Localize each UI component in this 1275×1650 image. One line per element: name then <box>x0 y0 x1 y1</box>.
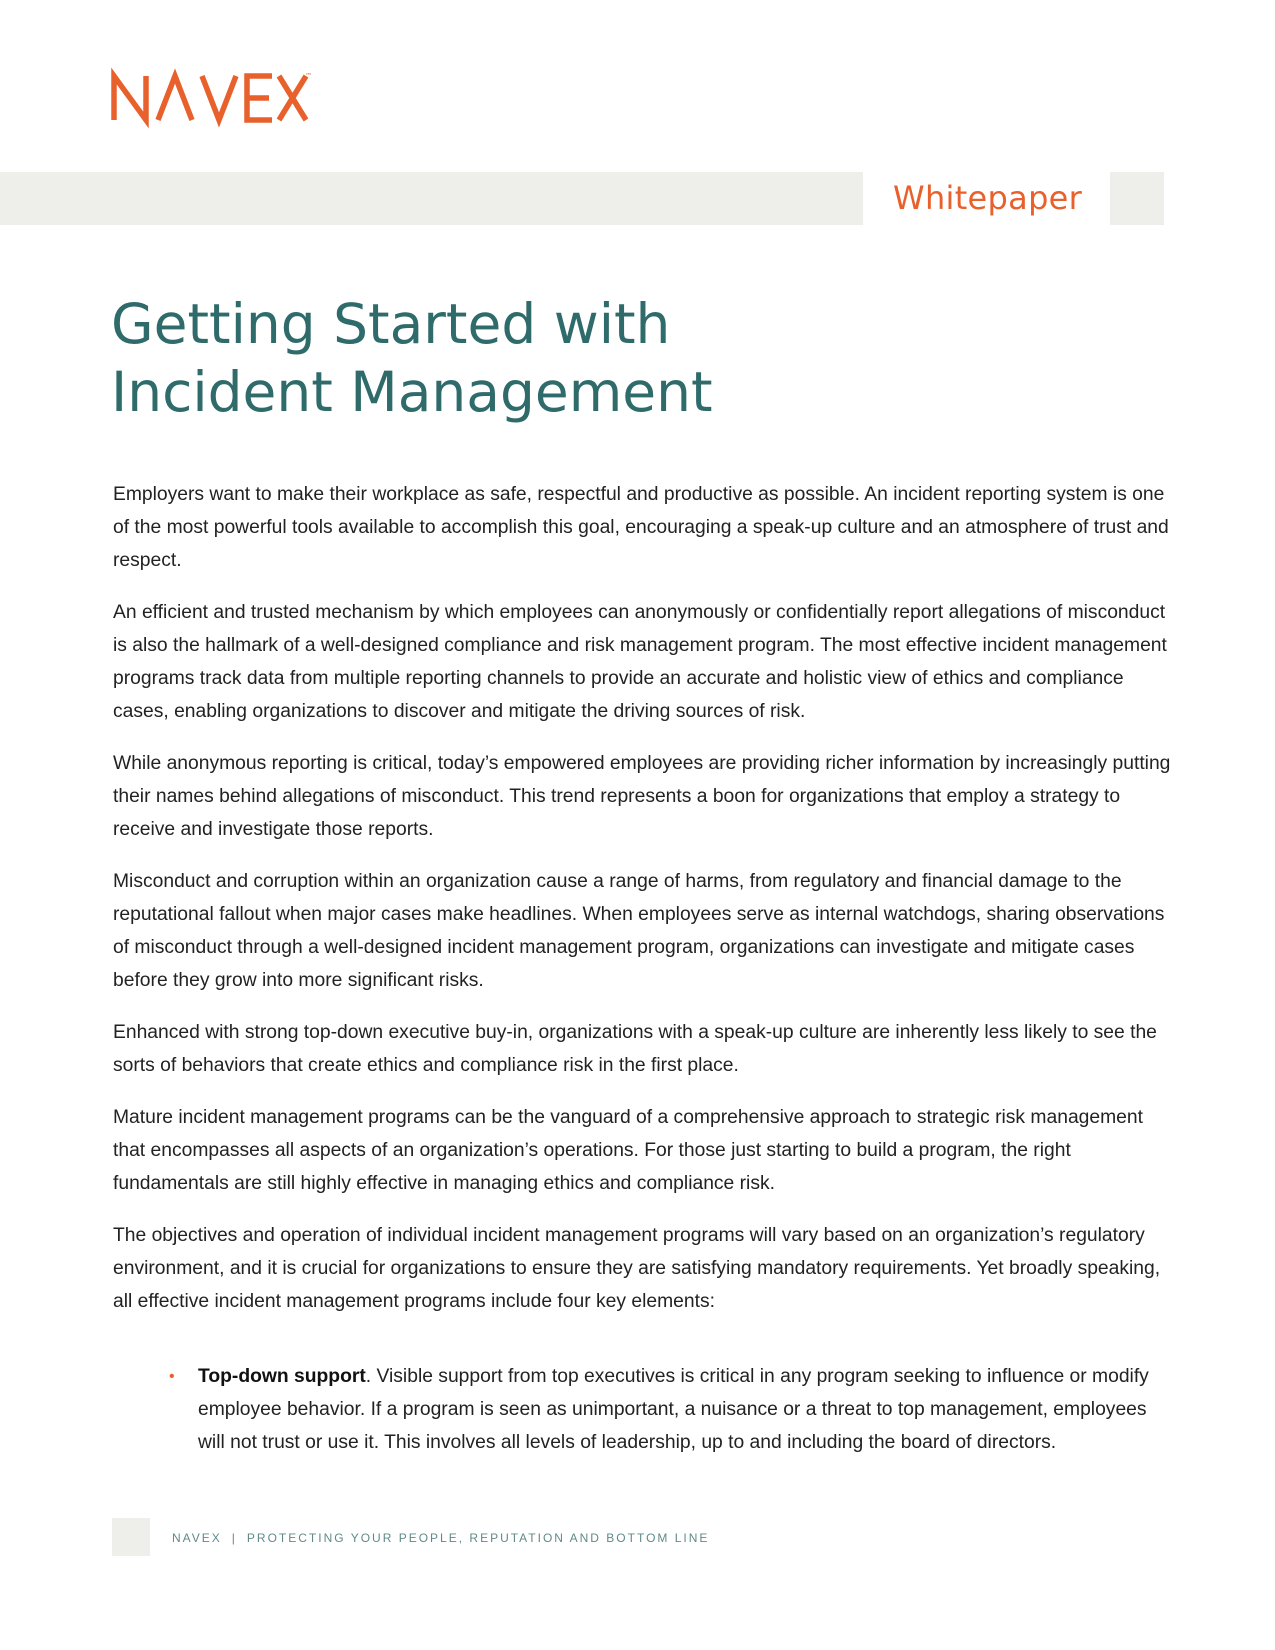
paragraph: Enhanced with strong top-down executive buy-in, organizations with a speak-up culture are inherently less likely to see the sorts of behaviors that create ethics and compliance risk in the first place. <box>113 1022 1157 1076</box>
footer-brand: NAVEX <box>172 1531 222 1545</box>
paragraph: An efficient and trusted mechanism by which employees can anonymously or confidentially report allegations of misconduct is also the hallmark of a well-designed compliance and risk management program. The most effective incident management programs track data from multiple reporting channels to provide an accurate and holistic view of ethics and compliance cases, enabling organizations to discover and mitigate the driving sources of risk. <box>113 602 1167 722</box>
paragraph: Mature incident management programs can be the vanguard of a comprehensive approach to strategic risk management that encompasses all aspects of an organization’s operations. For those just starting to build a program, the right fundamentals are still highly effective in managing ethics and compliance risk. <box>113 1107 1143 1194</box>
header-band-end <box>1110 172 1164 225</box>
navex-logo <box>111 68 311 124</box>
page-title <box>111 290 911 426</box>
list-item-text: . Visible support from top executives is critical in any program seeking to influence or modify employee behavior. If a program is seen as unimportant, a nuisance or a threat to top management, employees will not trust or use it. This involves all levels of leadership, up to and including the board of directors. <box>198 1366 1149 1453</box>
paragraph: The objectives and operation of individual incident management programs will vary based on an organization’s regulatory environment, and it is crucial for organizations to ensure they are satisfying mandatory requirements. Yet broadly speaking, all effective incident management programs include four key elements: <box>113 1225 1161 1312</box>
list-item <box>169 1360 1173 1459</box>
svg-text:™: ™ <box>305 72 312 80</box>
body-text <box>113 478 1173 1459</box>
title-line-1: Getting Started with <box>111 292 671 356</box>
paragraph: While anonymous reporting is critical, today’s empowered employees are providing richer information by increasingly putting their names behind allegations of misconduct. This trend represents a boon for organizations that employ a strategy to receive and investigate those reports. <box>113 753 1171 840</box>
footer-tagline: PROTECTING YOUR PEOPLE, REPUTATION AND BOTTOM LINE <box>246 1531 710 1545</box>
title-line-2: Incident Management <box>111 360 713 424</box>
page-number-box <box>112 1518 150 1556</box>
list-item-heading: Top-down support <box>198 1366 366 1387</box>
header-band <box>0 172 863 225</box>
document-type-label: Whitepaper <box>893 179 1083 217</box>
bullet-icon: • <box>169 1368 175 1385</box>
key-elements-list <box>113 1360 1173 1459</box>
footer-separator: | <box>231 1531 237 1545</box>
paragraph: Misconduct and corruption within an organization cause a range of harms, from regulatory and financial damage to the reputational fallout when major cases make headlines. When employees serve as internal watchdogs, sharing observations of misconduct through a well-designed incident management program, organizations can investigate and mitigate cases before they grow into more significant risks. <box>113 871 1165 991</box>
footer <box>172 1530 709 1546</box>
paragraph: Employers want to make their workplace as safe, respectful and productive as possible. An incident reporting system is one of the most powerful tools available to accomplish this goal, encouraging a speak-up culture and an atmosphere of trust and respect. <box>113 484 1169 571</box>
